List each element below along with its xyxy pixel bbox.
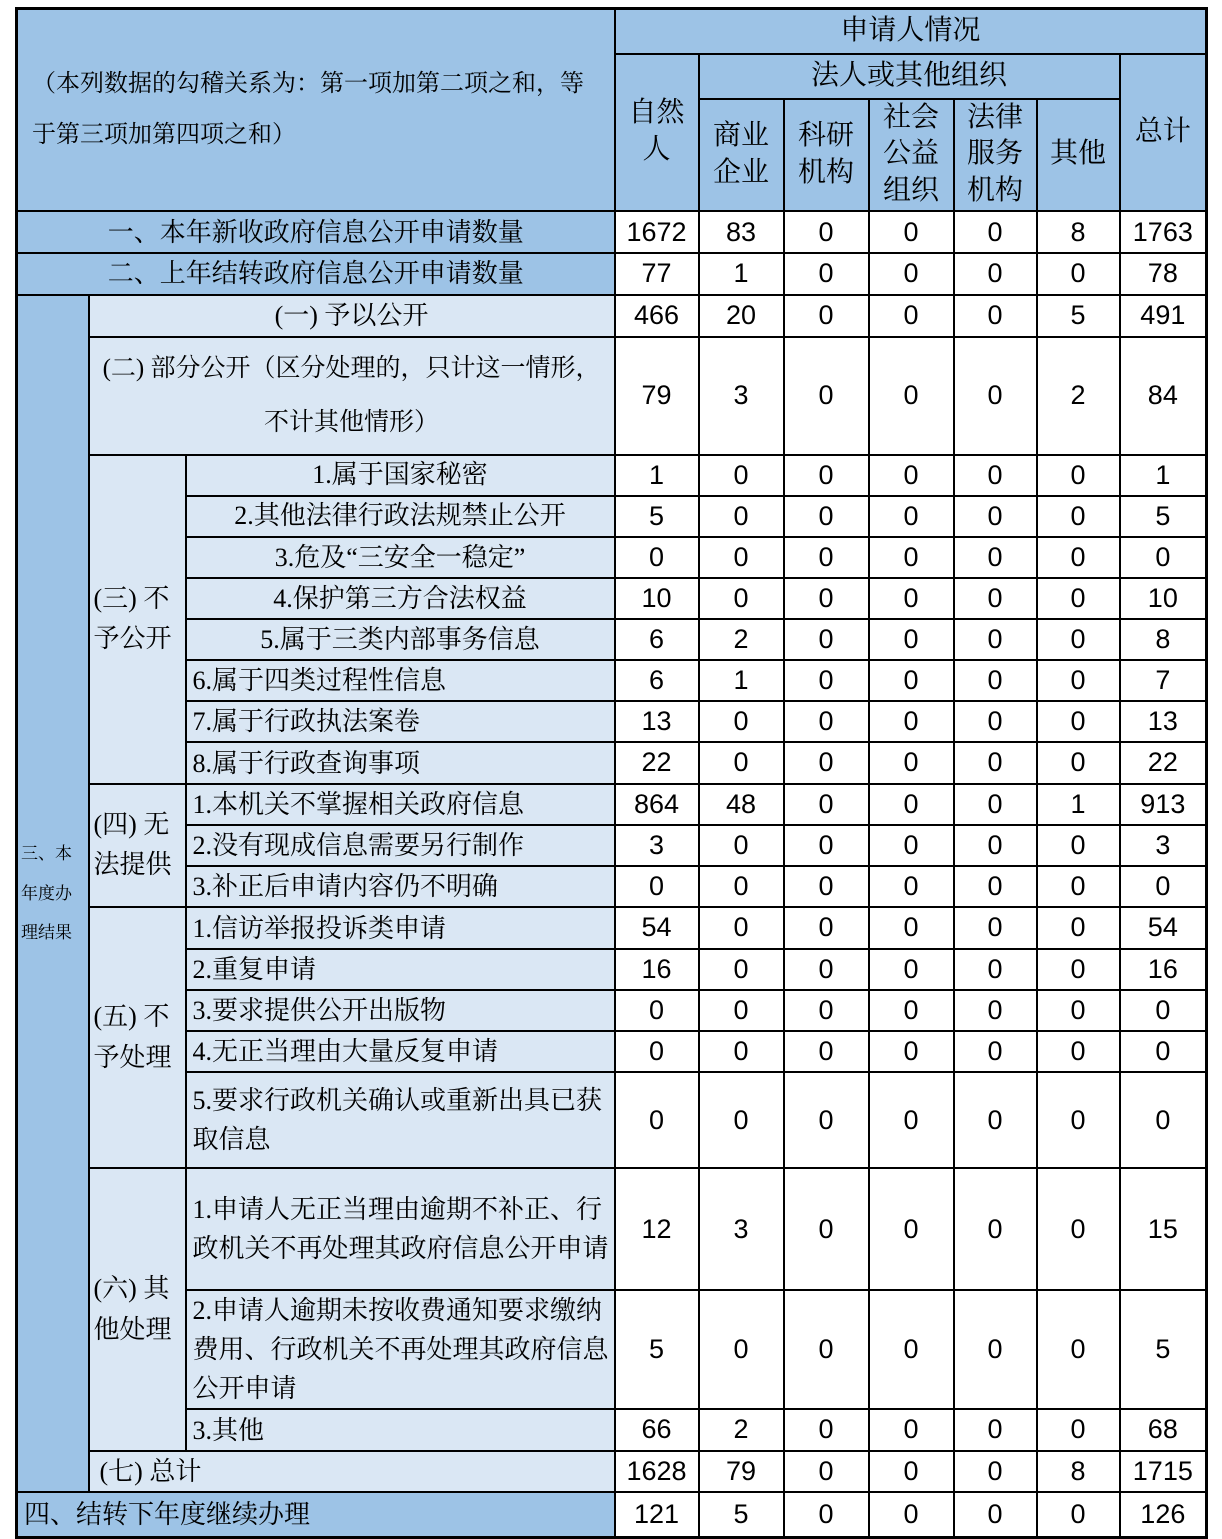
row-label: (一) 予以公开 xyxy=(89,295,615,337)
value-cell: 0 xyxy=(784,907,869,949)
value-cell: 0 xyxy=(954,1492,1037,1538)
row-label: (二) 部分公开（区分处理的，只计这一情形，不计其他情形） xyxy=(89,337,615,455)
value-cell: 1 xyxy=(1037,784,1120,825)
value-cell: 0 xyxy=(954,1168,1037,1290)
table-row xyxy=(17,1492,1207,1538)
row-label: 7.属于行政执法案卷 xyxy=(186,701,615,742)
value-cell: 0 xyxy=(615,1072,699,1168)
value-cell: 864 xyxy=(615,784,699,825)
value-cell: 0 xyxy=(1120,990,1207,1031)
value-cell: 0 xyxy=(954,1290,1037,1409)
group-label-not-processed: (五) 不予处理 xyxy=(89,907,186,1168)
value-cell: 5 xyxy=(1120,496,1207,537)
value-cell: 0 xyxy=(869,660,954,701)
table-row xyxy=(17,1409,1207,1450)
value-cell: 22 xyxy=(615,742,699,783)
value-cell: 0 xyxy=(954,1409,1037,1450)
row-label: 2.其他法律行政法规禁止公开 xyxy=(186,496,615,537)
value-cell: 0 xyxy=(869,1492,954,1538)
row-label: 2.申请人逾期未按收费通知要求缴纳费用、行政机关不再处理其政府信息公开申请 xyxy=(186,1290,615,1409)
value-cell: 0 xyxy=(869,866,954,907)
row-label: 3.补正后申请内容仍不明确 xyxy=(186,866,615,907)
value-cell: 0 xyxy=(1037,866,1120,907)
value-cell: 79 xyxy=(615,337,699,455)
value-cell: 0 xyxy=(954,537,1037,578)
table-row xyxy=(17,1451,1207,1492)
value-cell: 16 xyxy=(615,949,699,990)
value-cell: 10 xyxy=(1120,578,1207,619)
row-label: 二、上年结转政府信息公开申请数量 xyxy=(17,253,615,294)
table-row xyxy=(17,1290,1207,1409)
value-cell: 0 xyxy=(699,742,784,783)
row-label: 3.要求提供公开出版物 xyxy=(186,990,615,1031)
table-row xyxy=(17,1072,1207,1168)
value-cell: 1 xyxy=(699,660,784,701)
value-cell: 0 xyxy=(1037,1072,1120,1168)
value-cell: 1715 xyxy=(1120,1451,1207,1492)
value-cell: 7 xyxy=(1120,660,1207,701)
value-cell: 0 xyxy=(699,1072,784,1168)
value-cell: 0 xyxy=(1037,619,1120,660)
value-cell: 0 xyxy=(699,496,784,537)
value-cell: 3 xyxy=(615,825,699,866)
value-cell: 0 xyxy=(1037,253,1120,294)
table-row xyxy=(17,619,1207,660)
value-cell: 0 xyxy=(784,825,869,866)
col-header-social-welfare: 社会公益组织 xyxy=(869,99,954,212)
value-cell: 8 xyxy=(1037,211,1120,253)
value-cell: 0 xyxy=(784,537,869,578)
value-cell: 0 xyxy=(1037,1492,1120,1538)
value-cell: 0 xyxy=(954,825,1037,866)
value-cell: 22 xyxy=(1120,742,1207,783)
row-label: 3.其他 xyxy=(186,1409,615,1450)
value-cell: 0 xyxy=(784,211,869,253)
header-row-1 xyxy=(17,9,1207,54)
value-cell: 1 xyxy=(615,455,699,496)
value-cell: 0 xyxy=(869,742,954,783)
row-label: (七) 总计 xyxy=(89,1451,615,1492)
value-cell: 0 xyxy=(699,701,784,742)
value-cell: 0 xyxy=(784,578,869,619)
disclosure-statistics-table xyxy=(15,7,1208,1539)
value-cell: 10 xyxy=(615,578,699,619)
value-cell: 0 xyxy=(869,496,954,537)
value-cell: 0 xyxy=(784,784,869,825)
value-cell: 0 xyxy=(699,537,784,578)
col-header-natural-person: 自然人 xyxy=(615,54,699,212)
row-label: 1.属于国家秘密 xyxy=(186,455,615,496)
value-cell: 0 xyxy=(784,337,869,455)
row-label: 1.信访举报投诉类申请 xyxy=(186,907,615,949)
value-cell: 5 xyxy=(615,496,699,537)
value-cell: 8 xyxy=(1120,619,1207,660)
value-cell: 0 xyxy=(954,619,1037,660)
value-cell: 0 xyxy=(1037,660,1120,701)
value-cell: 12 xyxy=(615,1168,699,1290)
value-cell: 1672 xyxy=(615,211,699,253)
value-cell: 0 xyxy=(699,907,784,949)
col-header-other: 其他 xyxy=(1037,99,1120,212)
group-label-other-handling: (六) 其他处理 xyxy=(89,1168,186,1450)
value-cell: 0 xyxy=(699,578,784,619)
value-cell: 913 xyxy=(1120,784,1207,825)
value-cell: 0 xyxy=(954,211,1037,253)
value-cell: 0 xyxy=(784,455,869,496)
col-header-business: 商业企业 xyxy=(699,99,784,212)
value-cell: 15 xyxy=(1120,1168,1207,1290)
value-cell: 0 xyxy=(1037,537,1120,578)
value-cell: 0 xyxy=(1037,742,1120,783)
value-cell: 0 xyxy=(1120,866,1207,907)
value-cell: 0 xyxy=(954,701,1037,742)
value-cell: 5 xyxy=(1037,295,1120,337)
table-row xyxy=(17,455,1207,496)
value-cell: 0 xyxy=(784,496,869,537)
value-cell: 3 xyxy=(699,1168,784,1290)
note-cell: （本列数据的勾稽关系为：第一项加第二项之和，等于第三项加第四项之和） xyxy=(17,9,615,212)
value-cell: 0 xyxy=(954,907,1037,949)
row-label: 四、结转下年度继续办理 xyxy=(17,1492,615,1538)
value-cell: 0 xyxy=(954,455,1037,496)
value-cell: 0 xyxy=(699,990,784,1031)
value-cell: 0 xyxy=(869,949,954,990)
table-row xyxy=(17,660,1207,701)
value-cell: 1763 xyxy=(1120,211,1207,253)
value-cell: 1 xyxy=(699,253,784,294)
value-cell: 0 xyxy=(954,1072,1037,1168)
value-cell: 0 xyxy=(784,619,869,660)
value-cell: 0 xyxy=(784,742,869,783)
value-cell: 0 xyxy=(1037,496,1120,537)
value-cell: 0 xyxy=(1037,907,1120,949)
table-row xyxy=(17,537,1207,578)
group-label-unable-to-provide: (四) 无法提供 xyxy=(89,784,186,907)
value-cell: 78 xyxy=(1120,253,1207,294)
table-row xyxy=(17,1031,1207,1072)
value-cell: 0 xyxy=(615,866,699,907)
value-cell: 83 xyxy=(699,211,784,253)
value-cell: 48 xyxy=(699,784,784,825)
value-cell: 0 xyxy=(784,990,869,1031)
value-cell: 0 xyxy=(954,784,1037,825)
value-cell: 0 xyxy=(954,295,1037,337)
value-cell: 0 xyxy=(869,295,954,337)
value-cell: 20 xyxy=(699,295,784,337)
row-label: 5.要求行政机关确认或重新出具已获取信息 xyxy=(186,1072,615,1168)
value-cell: 13 xyxy=(1120,701,1207,742)
table-row xyxy=(17,253,1207,294)
value-cell: 491 xyxy=(1120,295,1207,337)
table-row xyxy=(17,990,1207,1031)
table-row xyxy=(17,578,1207,619)
value-cell: 0 xyxy=(1037,1409,1120,1450)
value-cell: 0 xyxy=(1037,455,1120,496)
table-row xyxy=(17,1168,1207,1290)
value-cell: 3 xyxy=(699,337,784,455)
value-cell: 0 xyxy=(699,1031,784,1072)
row-label: 2.没有现成信息需要另行制作 xyxy=(186,825,615,866)
row-label: 1.本机关不掌握相关政府信息 xyxy=(186,784,615,825)
value-cell: 2 xyxy=(1037,337,1120,455)
value-cell: 0 xyxy=(1037,578,1120,619)
col-header-total: 总计 xyxy=(1120,54,1207,212)
value-cell: 0 xyxy=(784,1492,869,1538)
value-cell: 0 xyxy=(784,253,869,294)
value-cell: 0 xyxy=(784,1409,869,1450)
value-cell: 0 xyxy=(869,825,954,866)
table-row xyxy=(17,949,1207,990)
value-cell: 6 xyxy=(615,619,699,660)
value-cell: 0 xyxy=(869,537,954,578)
value-cell: 0 xyxy=(954,1031,1037,1072)
table-row xyxy=(17,907,1207,949)
value-cell: 121 xyxy=(615,1492,699,1538)
row-label: 5.属于三类内部事务信息 xyxy=(186,619,615,660)
value-cell: 0 xyxy=(1037,1168,1120,1290)
value-cell: 84 xyxy=(1120,337,1207,455)
row-label: 4.保护第三方合法权益 xyxy=(186,578,615,619)
value-cell: 0 xyxy=(869,1168,954,1290)
header-legal-or-other-org: 法人或其他组织 xyxy=(699,54,1120,99)
value-cell: 0 xyxy=(869,1072,954,1168)
table-row xyxy=(17,742,1207,783)
value-cell: 0 xyxy=(784,1168,869,1290)
value-cell: 54 xyxy=(1120,907,1207,949)
value-cell: 0 xyxy=(954,866,1037,907)
table-row xyxy=(17,496,1207,537)
value-cell: 0 xyxy=(784,295,869,337)
table-row xyxy=(17,295,1207,337)
value-cell: 0 xyxy=(869,1290,954,1409)
value-cell: 0 xyxy=(1037,949,1120,990)
value-cell: 0 xyxy=(954,496,1037,537)
value-cell: 0 xyxy=(784,866,869,907)
value-cell: 0 xyxy=(869,1031,954,1072)
value-cell: 0 xyxy=(869,701,954,742)
value-cell: 0 xyxy=(954,578,1037,619)
value-cell: 0 xyxy=(699,949,784,990)
value-cell: 0 xyxy=(869,619,954,660)
value-cell: 6 xyxy=(615,660,699,701)
value-cell: 3 xyxy=(1120,825,1207,866)
value-cell: 0 xyxy=(1120,1031,1207,1072)
value-cell: 77 xyxy=(615,253,699,294)
value-cell: 0 xyxy=(954,742,1037,783)
value-cell: 5 xyxy=(615,1290,699,1409)
value-cell: 5 xyxy=(699,1492,784,1538)
value-cell: 1628 xyxy=(615,1451,699,1492)
value-cell: 0 xyxy=(784,949,869,990)
value-cell: 8 xyxy=(1037,1451,1120,1492)
value-cell: 0 xyxy=(869,337,954,455)
value-cell: 0 xyxy=(869,253,954,294)
table-row xyxy=(17,337,1207,455)
value-cell: 0 xyxy=(784,660,869,701)
value-cell: 0 xyxy=(869,907,954,949)
value-cell: 54 xyxy=(615,907,699,949)
table-row xyxy=(17,784,1207,825)
value-cell: 0 xyxy=(1037,1031,1120,1072)
value-cell: 0 xyxy=(784,1031,869,1072)
value-cell: 0 xyxy=(869,455,954,496)
value-cell: 0 xyxy=(954,337,1037,455)
value-cell: 2 xyxy=(699,619,784,660)
value-cell: 0 xyxy=(869,784,954,825)
value-cell: 0 xyxy=(615,537,699,578)
group-label-not-disclosed: (三) 不予公开 xyxy=(89,455,186,784)
value-cell: 0 xyxy=(954,660,1037,701)
value-cell: 0 xyxy=(1120,537,1207,578)
col-header-legal-service: 法律服务机构 xyxy=(954,99,1037,212)
value-cell: 0 xyxy=(699,866,784,907)
row-label: 6.属于四类过程性信息 xyxy=(186,660,615,701)
value-cell: 16 xyxy=(1120,949,1207,990)
col-header-research: 科研机构 xyxy=(784,99,869,212)
value-cell: 126 xyxy=(1120,1492,1207,1538)
value-cell: 0 xyxy=(615,1031,699,1072)
section-label-annual-results: 三、本年度办理结果 xyxy=(17,295,89,1492)
value-cell: 0 xyxy=(954,990,1037,1031)
value-cell: 2 xyxy=(699,1409,784,1450)
value-cell: 13 xyxy=(615,701,699,742)
table-row xyxy=(17,825,1207,866)
table-row xyxy=(17,211,1207,253)
row-label: 8.属于行政查询事项 xyxy=(186,742,615,783)
value-cell: 0 xyxy=(954,949,1037,990)
value-cell: 0 xyxy=(615,990,699,1031)
value-cell: 0 xyxy=(699,825,784,866)
table-row xyxy=(17,866,1207,907)
row-label: 1.申请人无正当理由逾期不补正、行政机关不再处理其政府信息公开申请 xyxy=(186,1168,615,1290)
value-cell: 5 xyxy=(1120,1290,1207,1409)
value-cell: 68 xyxy=(1120,1409,1207,1450)
value-cell: 0 xyxy=(954,1451,1037,1492)
value-cell: 466 xyxy=(615,295,699,337)
value-cell: 0 xyxy=(869,578,954,619)
value-cell: 0 xyxy=(869,1451,954,1492)
header-applicant-status: 申请人情况 xyxy=(615,9,1207,54)
value-cell: 0 xyxy=(954,253,1037,294)
row-label: 3.危及“三安全一稳定” xyxy=(186,537,615,578)
value-cell: 0 xyxy=(869,211,954,253)
table-row xyxy=(17,701,1207,742)
value-cell: 0 xyxy=(1037,1290,1120,1409)
value-cell: 0 xyxy=(869,990,954,1031)
value-cell: 79 xyxy=(699,1451,784,1492)
row-label: 2.重复申请 xyxy=(186,949,615,990)
value-cell: 0 xyxy=(1037,701,1120,742)
value-cell: 0 xyxy=(784,1451,869,1492)
value-cell: 66 xyxy=(615,1409,699,1450)
value-cell: 0 xyxy=(1037,990,1120,1031)
value-cell: 0 xyxy=(869,1409,954,1450)
row-label: 一、本年新收政府信息公开申请数量 xyxy=(17,211,615,253)
value-cell: 0 xyxy=(699,455,784,496)
value-cell: 0 xyxy=(1120,1072,1207,1168)
value-cell: 0 xyxy=(784,1290,869,1409)
value-cell: 0 xyxy=(784,701,869,742)
value-cell: 0 xyxy=(1037,825,1120,866)
value-cell: 0 xyxy=(699,1290,784,1409)
value-cell: 0 xyxy=(784,1072,869,1168)
value-cell: 1 xyxy=(1120,455,1207,496)
row-label: 4.无正当理由大量反复申请 xyxy=(186,1031,615,1072)
